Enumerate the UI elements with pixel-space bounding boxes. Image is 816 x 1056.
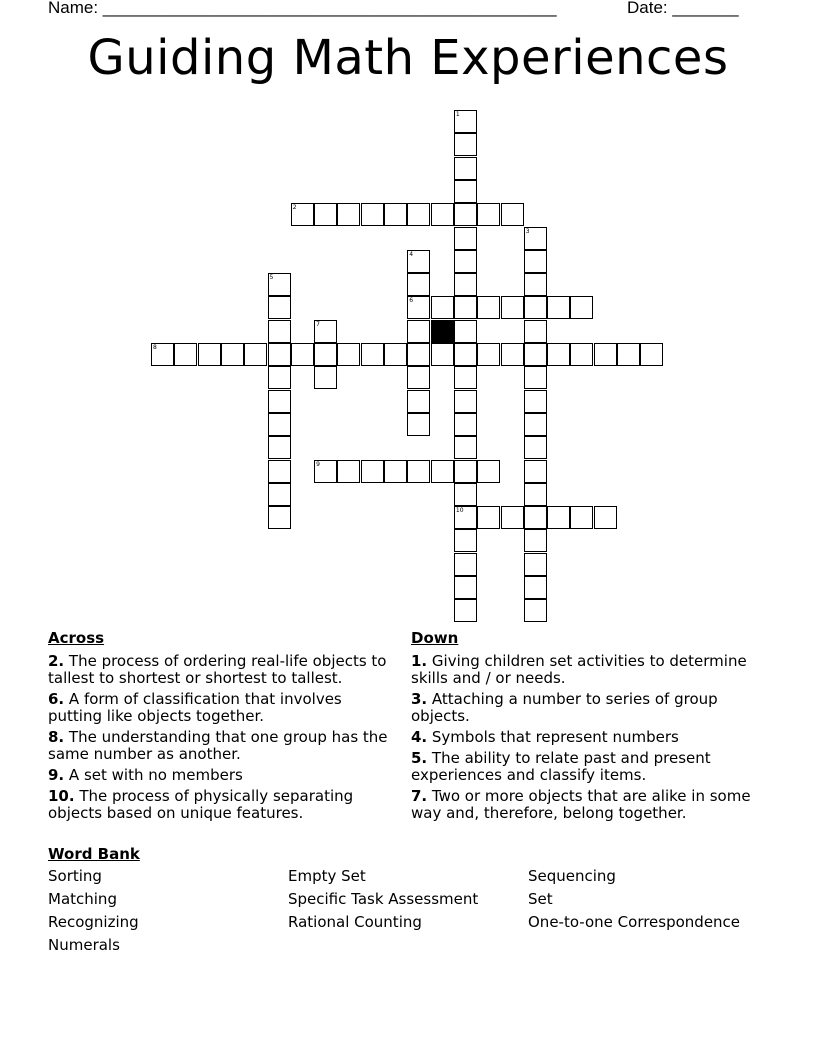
across-clue bbox=[48, 729, 398, 763]
crossword-cell[interactable] bbox=[407, 460, 430, 483]
crossword-cell[interactable] bbox=[337, 460, 360, 483]
crossword-cell[interactable] bbox=[524, 273, 547, 296]
clue-number: 10 bbox=[455, 507, 464, 515]
crossword-cell[interactable] bbox=[314, 203, 337, 226]
word-bank-item: Rational Counting bbox=[288, 913, 422, 931]
crossword-cell[interactable] bbox=[524, 436, 547, 459]
across-clue bbox=[48, 788, 398, 822]
crossword-cell[interactable] bbox=[407, 390, 430, 413]
crossword-cell[interactable] bbox=[268, 460, 291, 483]
crossword-cell[interactable] bbox=[407, 273, 430, 296]
crossword-cell[interactable] bbox=[384, 203, 407, 226]
crossword-cell[interactable] bbox=[547, 296, 570, 319]
clue-text: The understanding that one group has the same number as another. bbox=[48, 728, 388, 763]
crossword-cell[interactable] bbox=[524, 296, 547, 319]
crossword-cell[interactable] bbox=[501, 296, 524, 319]
down-clue bbox=[411, 691, 761, 725]
crossword-cell[interactable] bbox=[570, 343, 593, 366]
crossword-cell[interactable] bbox=[454, 180, 477, 203]
crossword-cell[interactable] bbox=[524, 506, 547, 529]
crossword-cell[interactable] bbox=[337, 343, 360, 366]
crossword-cell[interactable] bbox=[454, 390, 477, 413]
clue-label: 7. bbox=[411, 787, 428, 805]
crossword-cell[interactable] bbox=[477, 460, 500, 483]
clue-number: 5 bbox=[269, 274, 274, 282]
clue-text: Two or more objects that are alike in some way and, therefore, belong together. bbox=[411, 787, 751, 822]
clue-number: 2 bbox=[292, 204, 297, 212]
crossword-cell[interactable] bbox=[337, 203, 360, 226]
word-bank-item: Set bbox=[528, 890, 553, 908]
crossword-cell[interactable] bbox=[268, 366, 291, 389]
crossword-cell[interactable] bbox=[198, 343, 221, 366]
crossword-cell[interactable] bbox=[454, 460, 477, 483]
crossword-cell[interactable] bbox=[454, 413, 477, 436]
crossword-cell[interactable] bbox=[268, 296, 291, 319]
clue-label: 8. bbox=[48, 728, 65, 746]
crossword-cell[interactable] bbox=[594, 506, 617, 529]
crossword-cell[interactable] bbox=[268, 320, 291, 343]
crossword-cell[interactable] bbox=[361, 203, 384, 226]
across-clues bbox=[48, 630, 398, 826]
crossword-cell[interactable] bbox=[547, 343, 570, 366]
crossword-cell[interactable] bbox=[221, 343, 244, 366]
clue-text: Attaching a number to series of group objects. bbox=[411, 690, 718, 725]
crossword-cell[interactable] bbox=[477, 203, 500, 226]
crossword-cell[interactable] bbox=[524, 553, 547, 576]
across-clue bbox=[48, 653, 398, 687]
crossword-cell[interactable] bbox=[268, 506, 291, 529]
clue-number: 9 bbox=[316, 460, 320, 468]
crossword-cell[interactable] bbox=[314, 366, 337, 389]
crossword-cell[interactable] bbox=[454, 133, 477, 156]
crossword-cell[interactable] bbox=[291, 343, 314, 366]
crossword-cell[interactable] bbox=[431, 460, 454, 483]
crossword-cell[interactable] bbox=[361, 343, 384, 366]
crossword-cell[interactable] bbox=[524, 320, 547, 343]
black-cell bbox=[431, 320, 454, 343]
down-clue bbox=[411, 729, 761, 746]
crossword-cell[interactable] bbox=[454, 529, 477, 552]
crossword-cell[interactable] bbox=[454, 320, 477, 343]
crossword-cell[interactable] bbox=[454, 227, 477, 250]
crossword-cell[interactable] bbox=[454, 203, 477, 226]
word-bank-item: Numerals bbox=[48, 936, 120, 954]
crossword-cell[interactable] bbox=[268, 343, 291, 366]
crossword-cell[interactable] bbox=[524, 576, 547, 599]
word-bank-heading: Word Bank bbox=[48, 845, 140, 863]
crossword-cell[interactable] bbox=[501, 506, 524, 529]
crossword-cell[interactable] bbox=[454, 553, 477, 576]
crossword-cell[interactable] bbox=[407, 343, 430, 366]
crossword-cell[interactable] bbox=[454, 483, 477, 506]
clue-text: The process of physically separating objects based on unique features. bbox=[48, 787, 354, 822]
crossword-cell[interactable] bbox=[454, 157, 477, 180]
crossword-cell[interactable] bbox=[477, 343, 500, 366]
clue-number: 8 bbox=[153, 344, 157, 351]
clue-label: 10. bbox=[48, 787, 75, 805]
crossword-cell[interactable] bbox=[524, 413, 547, 436]
crossword-cell[interactable] bbox=[501, 203, 524, 226]
crossword-cell[interactable] bbox=[524, 390, 547, 413]
name-label: Name: ________________________________________________ bbox=[48, 0, 557, 17]
crossword-cell[interactable] bbox=[524, 529, 547, 552]
clue-label: 3. bbox=[411, 690, 428, 708]
word-bank-item: Specific Task Assessment bbox=[288, 890, 479, 908]
across-heading: Across bbox=[48, 629, 105, 647]
clue-label: 5. bbox=[411, 749, 428, 767]
crossword-cell[interactable] bbox=[268, 413, 291, 436]
crossword-cell[interactable] bbox=[244, 343, 267, 366]
crossword-cell[interactable] bbox=[454, 343, 477, 366]
crossword-cell[interactable] bbox=[174, 343, 197, 366]
clue-text: Symbols that represent numbers bbox=[427, 728, 679, 746]
crossword-cell[interactable] bbox=[570, 296, 593, 319]
word-bank-item: Sequencing bbox=[528, 867, 616, 885]
clue-number: 1 bbox=[455, 111, 460, 118]
crossword-cell[interactable] bbox=[268, 483, 291, 506]
crossword-cell[interactable] bbox=[407, 320, 430, 343]
crossword-cell[interactable] bbox=[268, 390, 291, 413]
down-clue bbox=[411, 653, 761, 687]
crossword-cell[interactable] bbox=[431, 296, 454, 319]
crossword-cell[interactable] bbox=[361, 460, 384, 483]
crossword-cell[interactable] bbox=[454, 273, 477, 296]
clue-text: The ability to relate past and present experiences and classify items. bbox=[411, 749, 711, 784]
clue-text: A set with no members bbox=[64, 766, 243, 784]
clue-label: 6. bbox=[48, 690, 65, 708]
across-clue bbox=[48, 691, 398, 725]
word-bank-item: Matching bbox=[48, 890, 117, 908]
crossword-cell[interactable] bbox=[314, 343, 337, 366]
crossword-cell[interactable] bbox=[524, 250, 547, 273]
clue-label: 2. bbox=[48, 652, 65, 670]
clue-number: 3 bbox=[525, 227, 530, 235]
crossword-cell[interactable] bbox=[384, 343, 407, 366]
crossword-cell[interactable] bbox=[454, 599, 477, 622]
down-clue bbox=[411, 750, 761, 784]
clue-number: 6 bbox=[409, 297, 414, 305]
word-bank-item: Recognizing bbox=[48, 913, 139, 931]
crossword-cell[interactable] bbox=[477, 506, 500, 529]
crossword-cell[interactable] bbox=[407, 203, 430, 226]
crossword-cell[interactable] bbox=[524, 343, 547, 366]
down-clues bbox=[411, 630, 761, 826]
down-heading: Down bbox=[411, 629, 459, 647]
clue-number: 4 bbox=[409, 250, 414, 258]
crossword-cell[interactable] bbox=[454, 366, 477, 389]
crossword-cell[interactable] bbox=[454, 250, 477, 273]
clue-text: Giving children set activities to determine skills and / or needs. bbox=[411, 652, 747, 687]
crossword-cell[interactable] bbox=[524, 483, 547, 506]
crossword-cell[interactable] bbox=[617, 343, 640, 366]
crossword-cell[interactable] bbox=[524, 460, 547, 483]
clue-text: The process of ordering real-life objects to tallest to shortest or shortest to tallest. bbox=[48, 652, 387, 687]
crossword-cell[interactable] bbox=[501, 343, 524, 366]
crossword-cell[interactable] bbox=[547, 506, 570, 529]
crossword-cell[interactable] bbox=[477, 296, 500, 319]
clue-text: A form of classification that involves putting like objects together. bbox=[48, 690, 342, 725]
crossword-cell[interactable] bbox=[594, 343, 617, 366]
crossword-cell[interactable] bbox=[524, 366, 547, 389]
crossword-cell[interactable] bbox=[384, 460, 407, 483]
crossword-cell[interactable] bbox=[268, 436, 291, 459]
down-clue bbox=[411, 788, 761, 822]
word-bank-item: Empty Set bbox=[288, 867, 366, 885]
page-title: Guiding Math Experiences bbox=[87, 30, 729, 86]
crossword-cell[interactable] bbox=[640, 343, 663, 366]
clue-label: 1. bbox=[411, 652, 428, 670]
crossword-cell[interactable] bbox=[454, 296, 477, 319]
crossword-cell[interactable] bbox=[431, 343, 454, 366]
crossword-cell[interactable] bbox=[454, 436, 477, 459]
clue-label: 4. bbox=[411, 728, 428, 746]
date-label: Date: _______ bbox=[627, 0, 739, 17]
crossword-cell[interactable] bbox=[407, 413, 430, 436]
across-clue bbox=[48, 767, 398, 784]
crossword-cell[interactable] bbox=[431, 203, 454, 226]
clue-number: 7 bbox=[316, 320, 320, 328]
word-bank-item: Sorting bbox=[48, 867, 102, 885]
crossword-cell[interactable] bbox=[454, 576, 477, 599]
crossword-cell[interactable] bbox=[570, 506, 593, 529]
clue-label: 9. bbox=[48, 766, 65, 784]
crossword-cell[interactable] bbox=[524, 599, 547, 622]
crossword-cell[interactable] bbox=[407, 366, 430, 389]
word-bank-item: One-to-one Correspondence bbox=[528, 913, 741, 931]
